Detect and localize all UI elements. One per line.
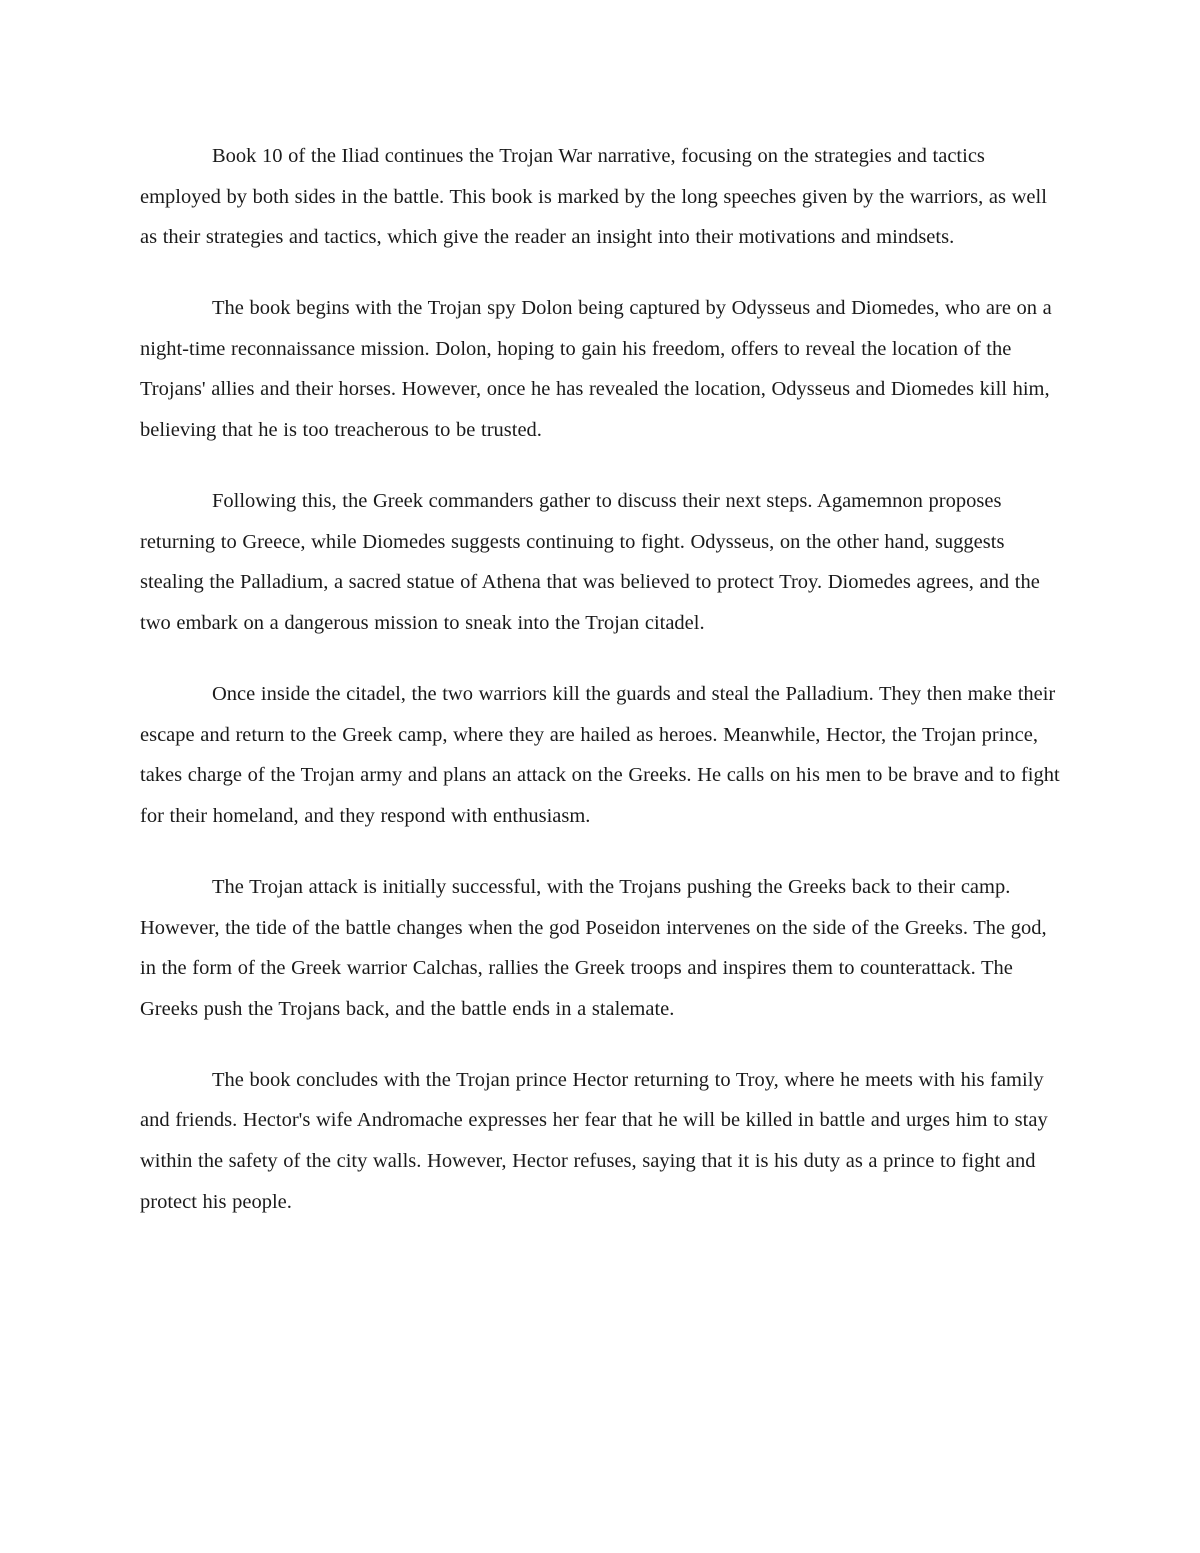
paragraph-4: Once inside the citadel, the two warriors kill the guards and steal the Palladium. They then make their escape and return to the Greek camp, where they are hailed as heroes. Meanwhile, Hector, the Trojan prince, takes charge of the Trojan army and plans an attack on the Greeks. He calls on his men to be brave and to fight for their homeland, and they respond with enthusiasm. — [140, 683, 1060, 827]
paragraph-5: The Trojan attack is initially successful, with the Trojans pushing the Greeks back to their camp. However, the tide of the battle changes when the god Poseidon intervenes on the side of the Greeks. The god, in the form of the Greek warrior Calchas, rallies the Greek troops and inspires them to counterattack. The Greeks push the Trojans back, and the battle ends in a stalemate. — [140, 875, 1047, 1020]
paragraph-6: The book concludes with the Trojan prince Hector returning to Troy, where he meets with his family and friends. Hector's wife Andromache expresses her fear that he will be killed in battle and urges him to stay within the safety of the city walls. However, Hector refuses, saying that it is his duty as a prince to fight and protect his people. — [140, 1068, 1048, 1213]
paragraph-2: The book begins with the Trojan spy Dolon being captured by Odysseus and Diomedes, who are on a night-time reconnaissance mission. Dolon, hoping to gain his freedom, offers to reveal the location of the Trojans' allies and their horses. However, once he has revealed the location, Odysseus and Diomedes kill him, believing that he is too treacherous to be trusted. — [140, 297, 1052, 442]
document-body — [140, 136, 1062, 1222]
paragraph-3: Following this, the Greek commanders gather to discuss their next steps. Agamemnon proposes returning to Greece, while Diomedes suggests continuing to fight. Odysseus, on the other hand, suggests stealing the Palladium, a sacred statue of Athena that was believed to protect Troy. Diomedes agrees, and the two embark on a dangerous mission to sneak into the Trojan citadel. — [140, 490, 1040, 634]
paragraph-1: Book 10 of the Iliad continues the Trojan War narrative, focusing on the strategies and tactics employed by both sides in the battle. This book is marked by the long speeches given by the warriors, as well as their strategies and tactics, which give the reader an insight into their motivations and mindsets. — [140, 145, 1047, 249]
